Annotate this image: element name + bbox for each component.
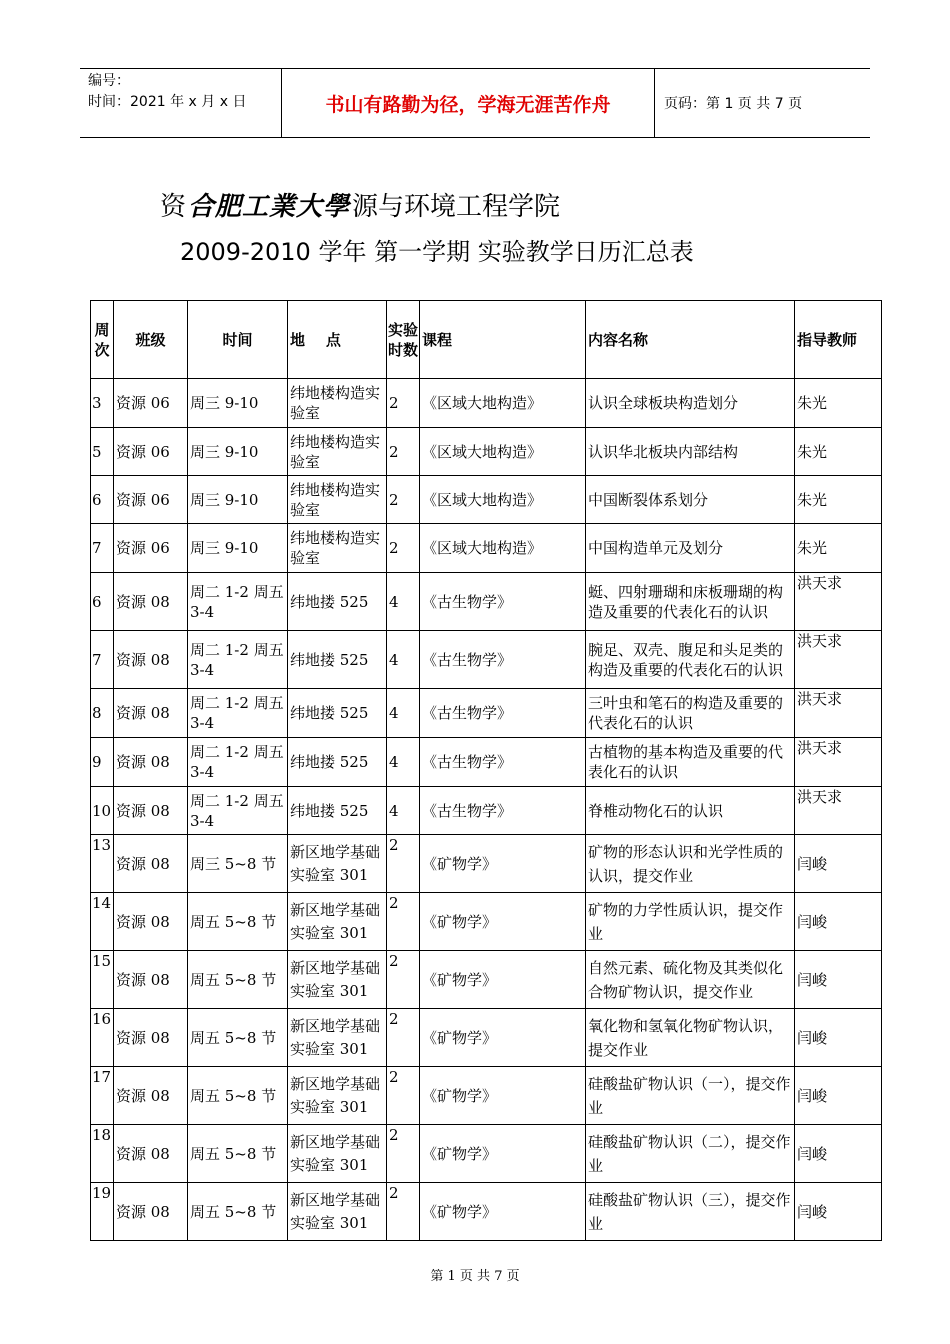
table-cell-place: 纬地搂 525 xyxy=(288,689,387,738)
table-cell-time: 周二 1-2 周五 3-4 xyxy=(188,689,288,738)
table-cell-course: 《矿物学》 xyxy=(420,1183,586,1241)
table-cell-week: 17 xyxy=(91,1067,114,1125)
table-cell-week: 7 xyxy=(91,631,114,689)
table-cell-place: 纬地搂 525 xyxy=(288,787,387,835)
header-week: 周次 xyxy=(91,301,114,379)
table-cell-class: 资源 06 xyxy=(114,428,188,476)
table-cell-content: 古植物的基本构造及重要的代表化石的认识 xyxy=(586,738,795,787)
table-row xyxy=(91,689,882,738)
table-cell-teacher: 朱光 xyxy=(795,428,882,476)
table-cell-time: 周三 9-10 xyxy=(188,379,288,428)
table-cell-hours: 2 xyxy=(387,428,420,476)
table-row xyxy=(91,1009,882,1067)
table-cell-week: 18 xyxy=(91,1125,114,1183)
table-cell-time: 周二 1-2 周五 3-4 xyxy=(188,738,288,787)
header-place: 地 点 xyxy=(288,301,387,379)
table-cell-place: 纬地搂 525 xyxy=(288,738,387,787)
table-cell-course: 《古生物学》 xyxy=(420,631,586,689)
table-cell-teacher: 洪天求 xyxy=(795,631,882,689)
table-cell-hours: 2 xyxy=(387,1183,420,1241)
table-cell-week: 9 xyxy=(91,738,114,787)
table-row xyxy=(91,787,882,835)
table-cell-content: 脊椎动物化石的认识 xyxy=(586,787,795,835)
table-cell-content: 蜓、四射珊瑚和床板珊瑚的构造及重要的代表化石的认识 xyxy=(586,573,795,631)
calendar-table xyxy=(90,300,882,1241)
table-cell-course: 《矿物学》 xyxy=(420,1125,586,1183)
header-course: 课程 xyxy=(420,301,586,379)
header-meta xyxy=(88,71,246,113)
table-cell-content: 认识全球板块构造划分 xyxy=(586,379,795,428)
table-cell-week: 15 xyxy=(91,951,114,1009)
table-cell-class: 资源 08 xyxy=(114,573,188,631)
page-footer: 第 1 页 共 7 页 xyxy=(430,1269,520,1284)
table-cell-class: 资源 08 xyxy=(114,951,188,1009)
university-logo: 合肥工業大學 xyxy=(188,192,351,222)
table-cell-teacher: 洪天求 xyxy=(795,689,882,738)
table-cell-place: 新区地学基础实验室 301 xyxy=(288,893,387,951)
table-cell-place: 纬地搂 525 xyxy=(288,573,387,631)
table-cell-place: 纬地搂 525 xyxy=(288,631,387,689)
header-teacher: 指导教师 xyxy=(795,301,882,379)
table-cell-teacher: 闫峻 xyxy=(795,1067,882,1125)
table-row xyxy=(91,524,882,573)
table-cell-place: 新区地学基础实验室 301 xyxy=(288,1183,387,1241)
table-cell-place: 新区地学基础实验室 301 xyxy=(288,951,387,1009)
table-cell-teacher: 洪天求 xyxy=(795,573,882,631)
header-class: 班级 xyxy=(114,301,188,379)
table-cell-time: 周二 1-2 周五 3-4 xyxy=(188,631,288,689)
table-row xyxy=(91,428,882,476)
table-row xyxy=(91,573,882,631)
table-row xyxy=(91,951,882,1009)
table-cell-teacher: 洪天求 xyxy=(795,787,882,835)
table-cell-content: 中国断裂体系划分 xyxy=(586,476,795,524)
table-cell-time: 周五 5~8 节 xyxy=(188,951,288,1009)
table-cell-time: 周五 5~8 节 xyxy=(188,1125,288,1183)
title-prefix: 资 xyxy=(160,192,187,222)
table-cell-time: 周三 9-10 xyxy=(188,428,288,476)
table-row xyxy=(91,476,882,524)
table-cell-class: 资源 08 xyxy=(114,893,188,951)
table-cell-course: 《矿物学》 xyxy=(420,951,586,1009)
table-cell-content: 氧化物和氢氧化物矿物认识，提交作业 xyxy=(586,1009,795,1067)
table-header-row xyxy=(91,301,882,379)
table-cell-hours: 2 xyxy=(387,1067,420,1125)
table-cell-week: 14 xyxy=(91,893,114,951)
table-cell-content: 矿物的力学性质认识，提交作业 xyxy=(586,893,795,951)
table-cell-hours: 2 xyxy=(387,524,420,573)
table-cell-week: 13 xyxy=(91,835,114,893)
table-cell-week: 5 xyxy=(91,428,114,476)
page-title xyxy=(160,186,560,223)
table-cell-week: 3 xyxy=(91,379,114,428)
table-cell-course: 《区域大地构造》 xyxy=(420,379,586,428)
table-cell-class: 资源 08 xyxy=(114,787,188,835)
table-cell-hours: 4 xyxy=(387,631,420,689)
table-cell-class: 资源 08 xyxy=(114,1125,188,1183)
table-cell-time: 周五 5~8 节 xyxy=(188,1009,288,1067)
table-cell-course: 《古生物学》 xyxy=(420,573,586,631)
table-cell-course: 《区域大地构造》 xyxy=(420,476,586,524)
table-cell-teacher: 朱光 xyxy=(795,524,882,573)
table-cell-teacher: 洪天求 xyxy=(795,738,882,787)
table-cell-content: 矿物的形态认识和光学性质的认识，提交作业 xyxy=(586,835,795,893)
page-header xyxy=(80,68,870,138)
table-cell-class: 资源 06 xyxy=(114,379,188,428)
table-row xyxy=(91,1067,882,1125)
table-cell-time: 周五 5~8 节 xyxy=(188,1067,288,1125)
table-cell-teacher: 闫峻 xyxy=(795,1009,882,1067)
table-cell-teacher: 朱光 xyxy=(795,379,882,428)
table-cell-week: 19 xyxy=(91,1183,114,1241)
table-cell-course: 《矿物学》 xyxy=(420,835,586,893)
table-cell-place: 纬地楼构造实验室 xyxy=(288,524,387,573)
table-cell-content: 硅酸盐矿物认识（三），提交作业 xyxy=(586,1183,795,1241)
table-cell-teacher: 闫峻 xyxy=(795,951,882,1009)
table-cell-class: 资源 08 xyxy=(114,1009,188,1067)
table-cell-place: 纬地楼构造实验室 xyxy=(288,428,387,476)
table-row xyxy=(91,1125,882,1183)
table-cell-hours: 2 xyxy=(387,379,420,428)
title-suffix: 源与环境工程学院 xyxy=(352,192,561,222)
table-cell-teacher: 朱光 xyxy=(795,476,882,524)
table-cell-time: 周五 5~8 节 xyxy=(188,893,288,951)
table-cell-course: 《区域大地构造》 xyxy=(420,428,586,476)
table-cell-time: 周三 5~8 节 xyxy=(188,835,288,893)
table-cell-hours: 4 xyxy=(387,738,420,787)
table-cell-week: 6 xyxy=(91,476,114,524)
table-cell-hours: 2 xyxy=(387,1009,420,1067)
table-cell-hours: 4 xyxy=(387,787,420,835)
table-row xyxy=(91,379,882,428)
table-cell-course: 《古生物学》 xyxy=(420,738,586,787)
doc-date: 时间：2021 年 x 月 x 日 xyxy=(88,94,247,110)
table-cell-content: 三叶虫和笔石的构造及重要的代表化石的认识 xyxy=(586,689,795,738)
page-subtitle: 2009-2010 学年 第一学期 实验教学日历汇总表 xyxy=(180,238,694,266)
header-page-number: 页码：第 1 页 共 7 页 xyxy=(664,96,803,112)
table-cell-time: 周五 5~8 节 xyxy=(188,1183,288,1241)
table-cell-course: 《区域大地构造》 xyxy=(420,524,586,573)
header-content: 内容名称 xyxy=(586,301,795,379)
table-cell-week: 16 xyxy=(91,1009,114,1067)
table-cell-place: 新区地学基础实验室 301 xyxy=(288,1125,387,1183)
table-cell-content: 自然元素、硫化物及其类似化合物矿物认识，提交作业 xyxy=(586,951,795,1009)
table-cell-teacher: 闫峻 xyxy=(795,893,882,951)
table-cell-teacher: 闫峻 xyxy=(795,1125,882,1183)
header-divider xyxy=(654,69,655,137)
header-motto: 书山有路勤为径，学海无涯苦作舟 xyxy=(325,93,611,116)
table-cell-class: 资源 08 xyxy=(114,1183,188,1241)
table-cell-teacher: 闫峻 xyxy=(795,1183,882,1241)
table-cell-class: 资源 08 xyxy=(114,835,188,893)
table-cell-place: 纬地楼构造实验室 xyxy=(288,476,387,524)
table-cell-class: 资源 06 xyxy=(114,524,188,573)
table-cell-hours: 4 xyxy=(387,573,420,631)
table-cell-course: 《矿物学》 xyxy=(420,1009,586,1067)
table-row xyxy=(91,738,882,787)
table-row xyxy=(91,893,882,951)
table-cell-hours: 2 xyxy=(387,476,420,524)
header-hours: 实验时数 xyxy=(387,301,420,379)
table-cell-hours: 2 xyxy=(387,1125,420,1183)
table-cell-teacher: 闫峻 xyxy=(795,835,882,893)
table-cell-hours: 2 xyxy=(387,893,420,951)
table-cell-hours: 2 xyxy=(387,951,420,1009)
table-cell-week: 8 xyxy=(91,689,114,738)
table-cell-hours: 4 xyxy=(387,689,420,738)
table-cell-class: 资源 08 xyxy=(114,689,188,738)
table-cell-hours: 2 xyxy=(387,835,420,893)
table-cell-place: 新区地学基础实验室 301 xyxy=(288,1067,387,1125)
table-row xyxy=(91,631,882,689)
table-cell-content: 硅酸盐矿物认识（一），提交作业 xyxy=(586,1067,795,1125)
table-cell-week: 7 xyxy=(91,524,114,573)
table-cell-content: 腕足、双壳、腹足和头足类的构造及重要的代表化石的认识 xyxy=(586,631,795,689)
table-row xyxy=(91,835,882,893)
table-cell-place: 新区地学基础实验室 301 xyxy=(288,835,387,893)
table-cell-content: 硅酸盐矿物认识（二），提交作业 xyxy=(586,1125,795,1183)
table-cell-week: 10 xyxy=(91,787,114,835)
table-row xyxy=(91,1183,882,1241)
table-cell-place: 新区地学基础实验室 301 xyxy=(288,1009,387,1067)
table-cell-course: 《矿物学》 xyxy=(420,1067,586,1125)
table-cell-week: 6 xyxy=(91,573,114,631)
table-cell-time: 周二 1-2 周五 3-4 xyxy=(188,787,288,835)
table-cell-time: 周三 9-10 xyxy=(188,476,288,524)
table-cell-content: 中国构造单元及划分 xyxy=(586,524,795,573)
table-cell-class: 资源 08 xyxy=(114,631,188,689)
header-time: 时间 xyxy=(188,301,288,379)
table-cell-place: 纬地楼构造实验室 xyxy=(288,379,387,428)
table-cell-class: 资源 06 xyxy=(114,476,188,524)
table-cell-content: 认识华北板块内部结构 xyxy=(586,428,795,476)
table-cell-course: 《古生物学》 xyxy=(420,689,586,738)
doc-number: 编号： xyxy=(88,73,130,89)
table-cell-course: 《古生物学》 xyxy=(420,787,586,835)
table-cell-class: 资源 08 xyxy=(114,1067,188,1125)
table-cell-class: 资源 08 xyxy=(114,738,188,787)
table-cell-course: 《矿物学》 xyxy=(420,893,586,951)
table-cell-time: 周三 9-10 xyxy=(188,524,288,573)
table-cell-time: 周二 1-2 周五 3-4 xyxy=(188,573,288,631)
